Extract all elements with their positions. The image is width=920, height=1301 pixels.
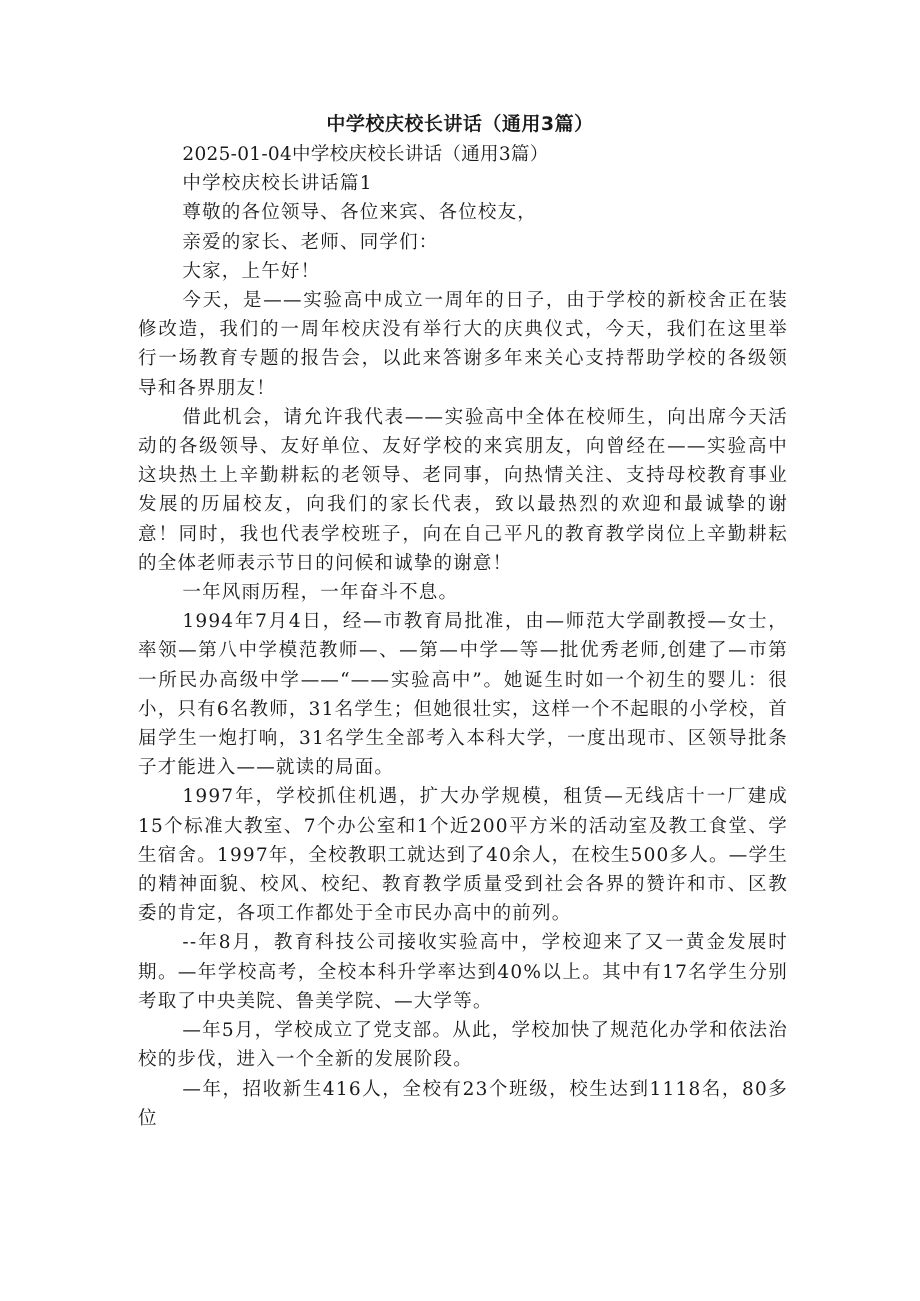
- paragraph: --年8月，教育科技公司接收实验高中，学校迎来了又一黄金发展时期。—年学校高考，全校本科升学率达到40%以上。其中有17名学生分别考取了中央美院、鲁美学院、—大学等。: [138, 932, 788, 1012]
- paragraph: 借此机会，请允许我代表——实验高中全体在校师生，向出席今天活动的各级领导、友好单位、友好学校的来宾朋友，向曾经在——实验高中这块热土上辛勤耕耘的老领导、老同事，向热情关注、支持母校教育事业发展的历届校友，向我们的家长代表，致以最热烈的欢迎和最诚挚的谢意！同时，我也代表学校班子，向在自己平凡的教育教学岗位上辛勤耕耘的全体老师表示节日的问候和诚挚的谢意！: [138, 406, 788, 574]
- paragraph: —年5月，学校成立了党支部。从此，学校加快了规范化办学和依法治校的步伐，进入一个全新的发展阶段。: [138, 1020, 788, 1071]
- document-title: 中学校庆校长讲话（通用3篇）: [326, 113, 594, 135]
- paragraph: 一年风雨历程，一年奋斗不息。: [182, 582, 459, 604]
- date-line: 2025-01-04中学校庆校长讲话（通用3篇）: [182, 144, 549, 165]
- paragraph: 1997年，学校抓住机遇，扩大办学规模，租赁—无线店十一厂建成15个标准大教室、7个办公室和1个近200平方米的活动室及教工食堂、学生宿舍。1997年，全校教职工就达到了40余人，在校生500多人。—学生的精神面貌、校风、校纪、教育教学质量受到社会各界的赞许和市、区教委的肯定，各项工作都处于全市民办高中的前列。: [138, 786, 788, 925]
- document-body: [138, 140, 788, 1133]
- section-heading: 中学校庆校长讲话篇1: [182, 173, 373, 195]
- paragraph: 大家，上午好！: [182, 260, 321, 282]
- paragraph: 今天，是——实验高中成立一周年的日子，由于学校的新校舍正在装修改造，我们的一周年校庆没有举行大的庆典仪式，今天，我们在这里举行一场教育专题的报告会，以此来答谢多年来关心支持帮助学校的各级领导和各界朋友！: [138, 290, 788, 399]
- paragraph: 尊敬的各位领导、各位来宾、各位校友，: [182, 202, 537, 224]
- paragraph: 1994年7月4日，经—市教育局批准，由—师范大学副教授—女士，率领—第八中学模范教师—、—第—中学—等—批优秀老师,创建了—市第一所民办高级中学——“——实验高中”。她诞生时如一个初生的婴儿：很小，只有6名教师，31名学生；但她很壮实，这样一个不起眼的小学校，首届学生一炮打响，31名学生全部考入本科大学，一度出现市、区领导批条子才能进入——就读的局面。: [138, 611, 788, 779]
- paragraph: —年，招收新生416人，全校有23个班级，校生达到1118名，80多位: [138, 1078, 788, 1129]
- paragraph: 亲爱的家长、老师、同学们：: [182, 231, 439, 253]
